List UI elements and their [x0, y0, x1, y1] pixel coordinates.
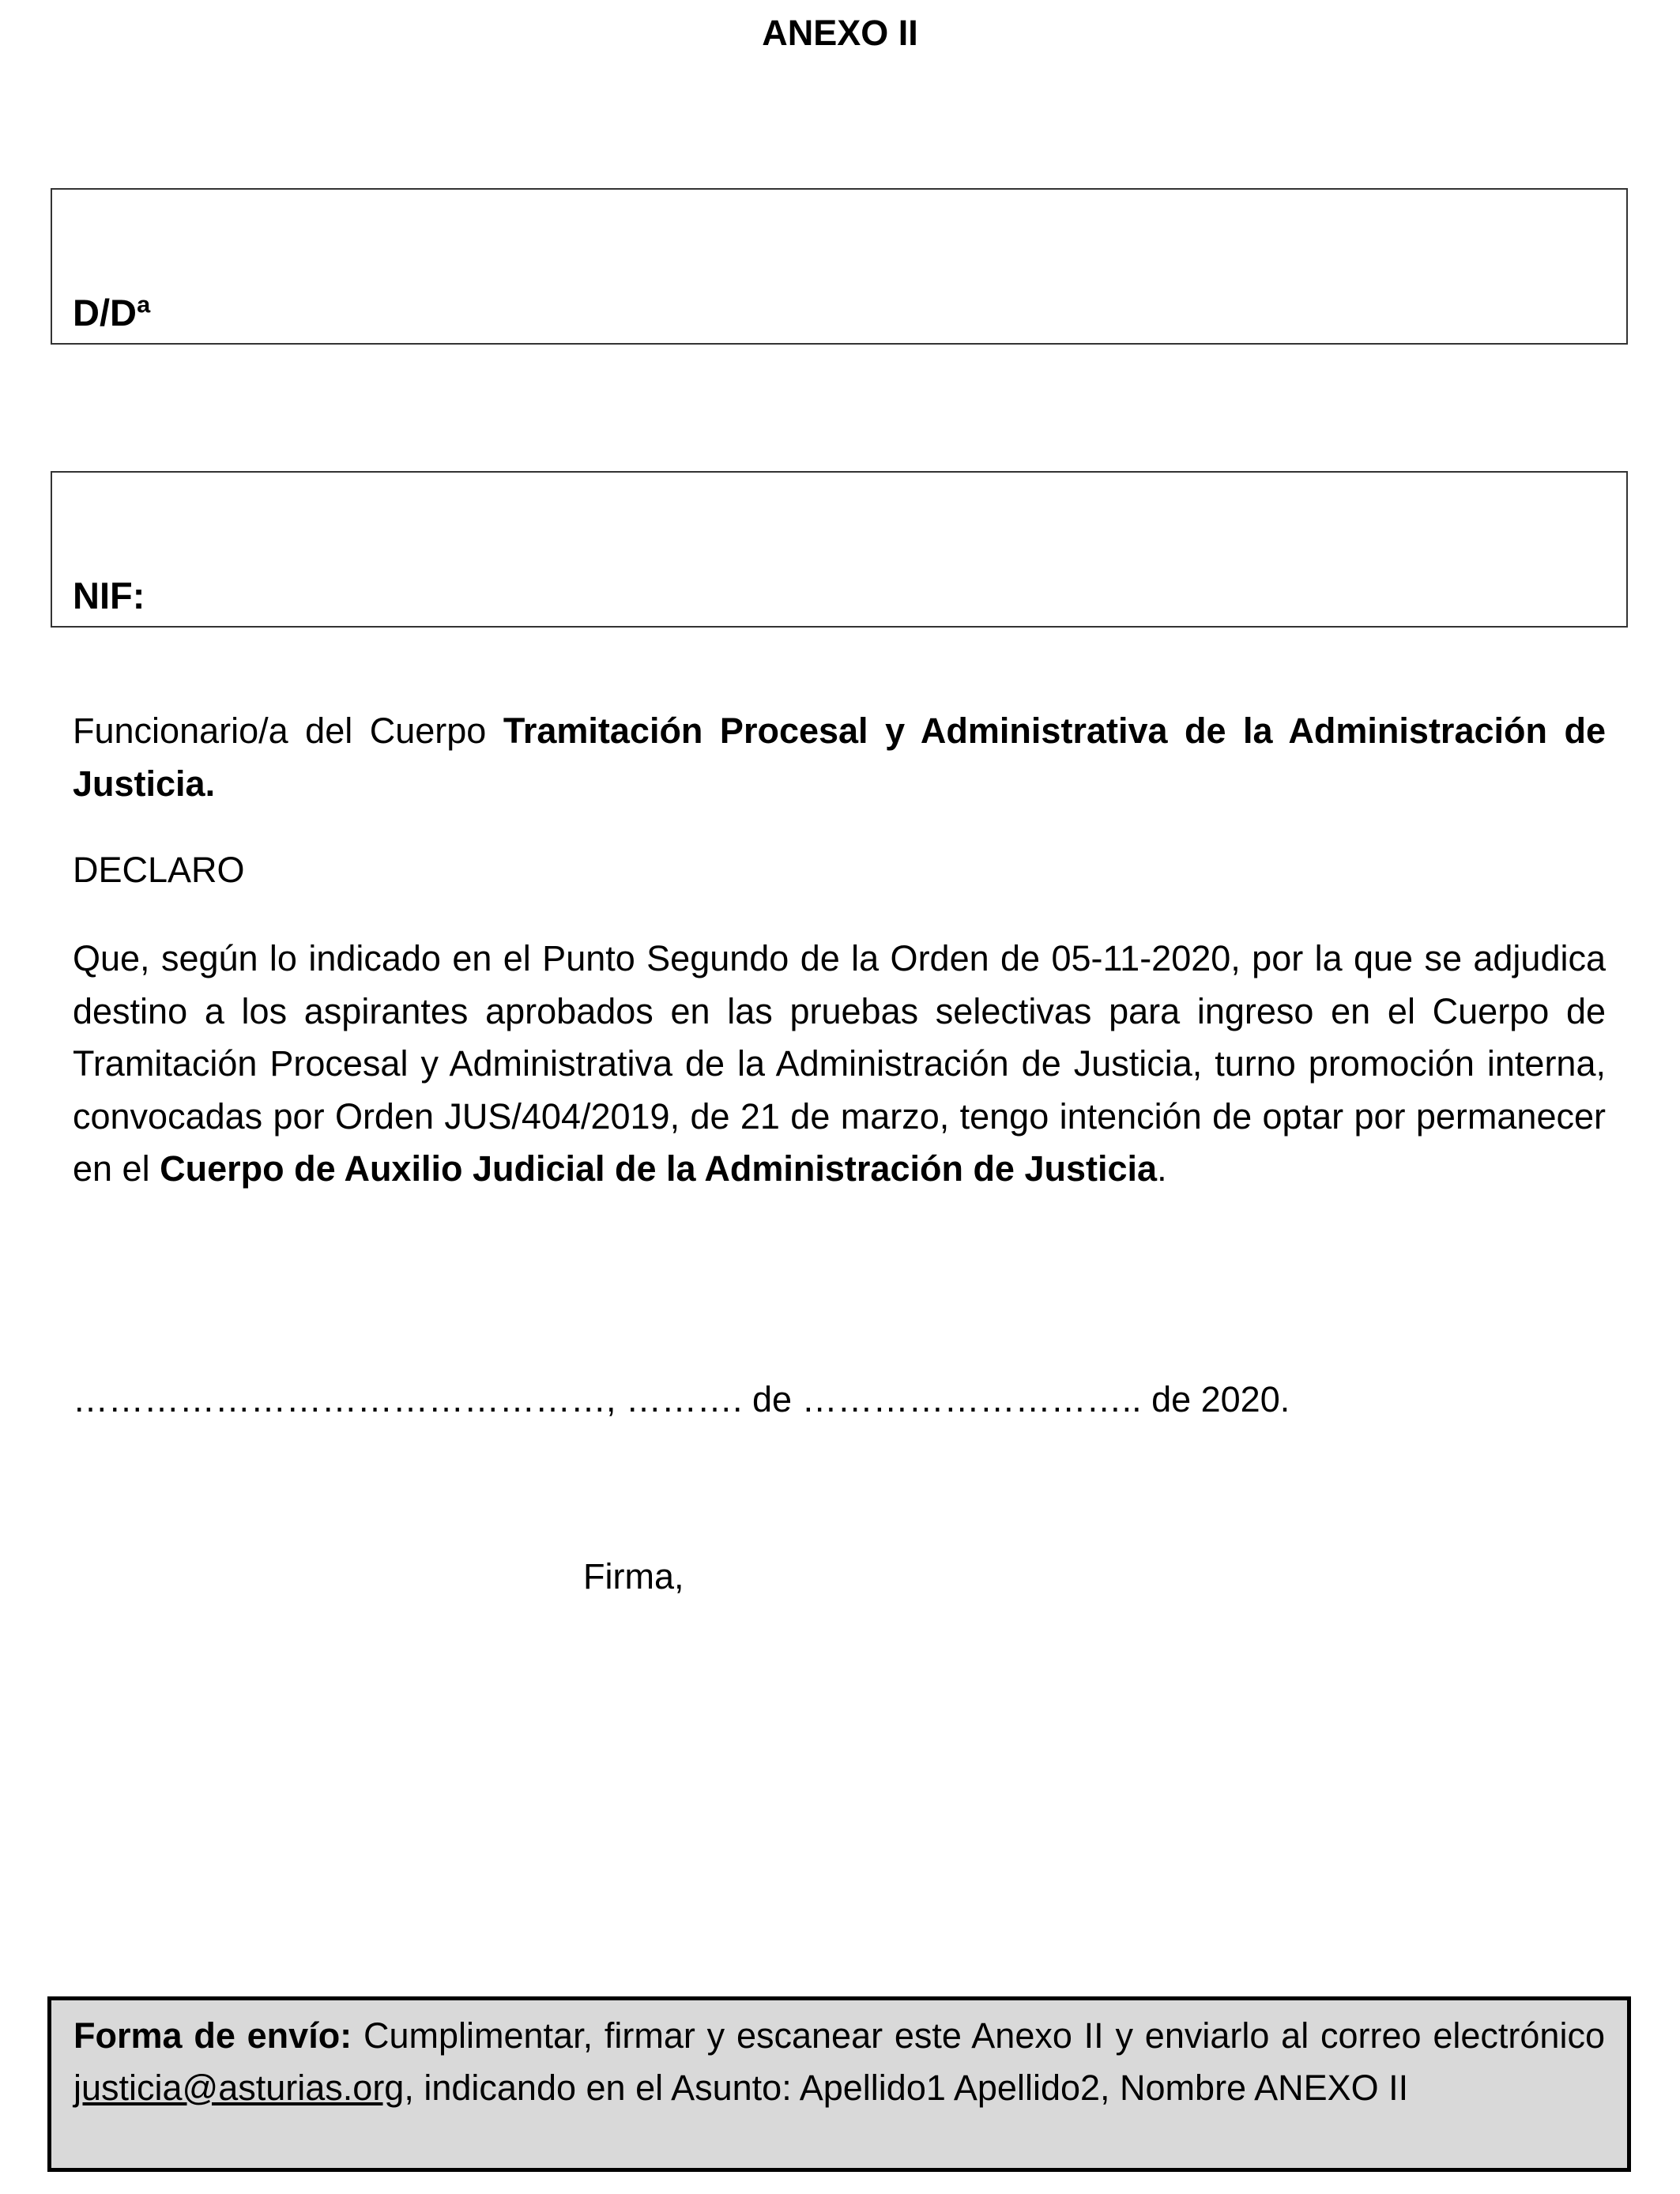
- declaration-paragraph: [73, 933, 1606, 1196]
- nif-field-box[interactable]: [51, 471, 1628, 628]
- declaration-body-end: .: [1157, 1148, 1167, 1189]
- footer-text-after-email: , indicando en el Asunto: Apellido1 Apellido2, Nombre ANEXO II: [404, 2068, 1409, 2108]
- signature-label: Firma,: [583, 1556, 684, 1596]
- date-line: ………………………………………, ………. de ……………………….. de 2020.: [73, 1379, 1290, 1419]
- email-link[interactable]: justicia@asturias.org: [73, 2068, 405, 2108]
- intro-paragraph: [73, 705, 1606, 810]
- footer-label: Forma de envío:: [73, 2015, 352, 2056]
- declaro-heading: DECLARO: [73, 850, 245, 890]
- declaration-body-bold: Cuerpo de Auxilio Judicial de la Administración de Justicia: [160, 1148, 1158, 1189]
- name-field-box[interactable]: [51, 188, 1628, 345]
- name-field-label: D/Dª: [73, 292, 151, 334]
- nif-field-label: NIF:: [73, 575, 145, 616]
- footer-text-before-email: Cumplimentar, firmar y escanear este Anexo II y enviarlo al correo electrónico: [352, 2015, 1605, 2056]
- intro-prefix: Funcionario/a del Cuerpo: [73, 711, 503, 751]
- declaration-body-text: Que, según lo indicado en el Punto Segundo de la Orden de 05-11-2020, por la que se adjudica destino a los aspirantes aprobados en las pruebas selectivas para ingreso en el Cuerpo de Tramitación Procesal y Administrativa de la Administración de Justicia, turno promoción interna, convocadas por Orden JUS/404/2019, de 21 de marzo, tengo intención de optar por permanecer en el: [73, 938, 1606, 1189]
- intro-cuerpo: Tramitación Procesal y Administrativa de la Administración de Justicia.: [73, 711, 1607, 804]
- submission-instructions-box: [47, 1996, 1631, 2172]
- document-title: ANEXO II: [762, 13, 918, 53]
